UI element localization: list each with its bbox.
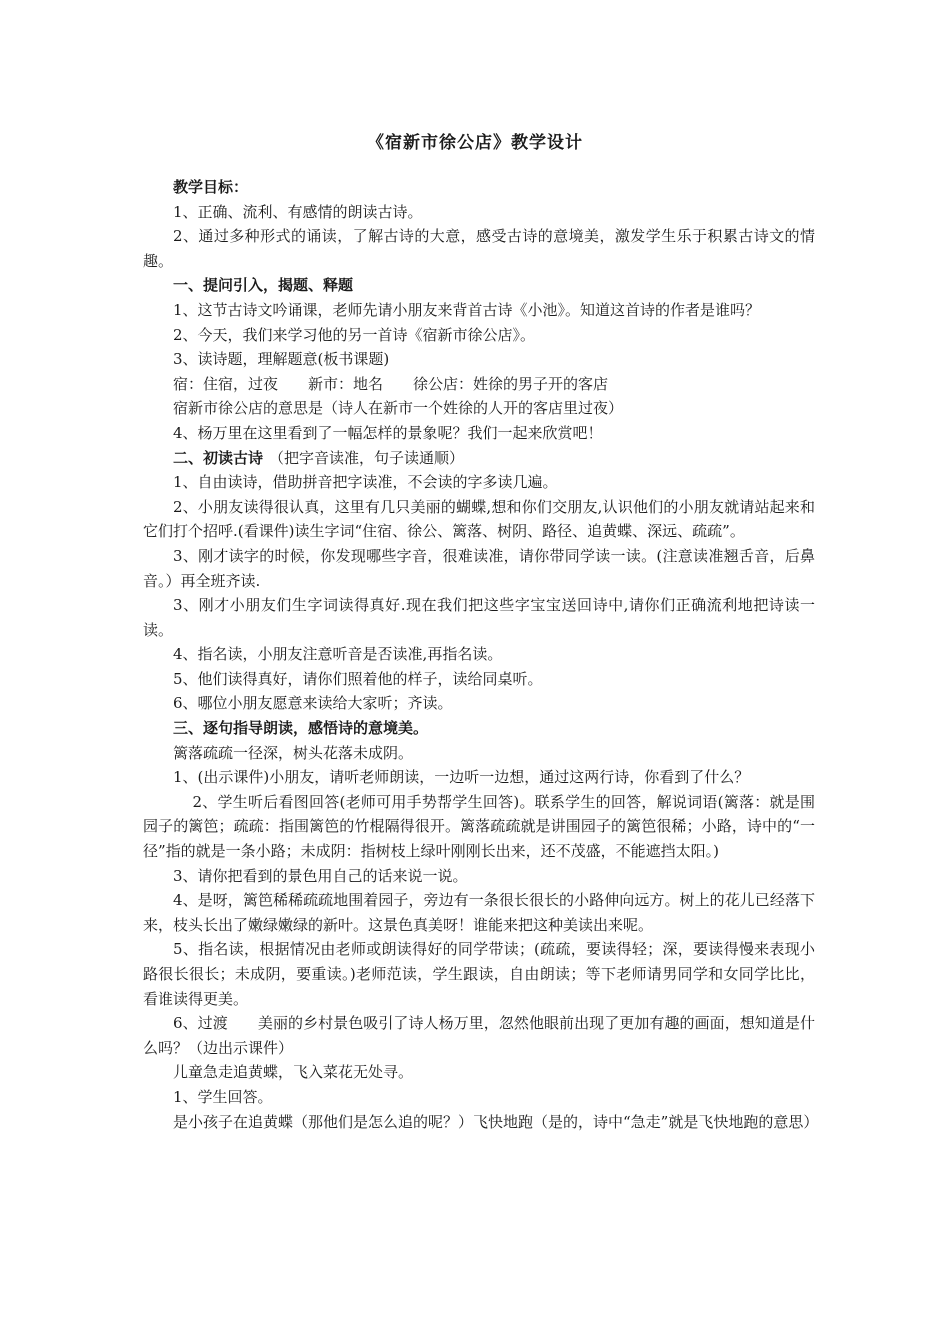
paragraph-text: 3、刚才小朋友们生字词读得真好.现在我们把这些字宝宝送回诗中,请你们正确流利地把诗读一读。 (143, 596, 815, 639)
paragraph-text: 5、指名读，根据情况由老师或朗读得好的同学带读；(疏疏，要读得轻；深，要读得慢来表现小路很长很长；未成阴，要重读。)老师范读，学生跟读，自由朗读；等下老师请男同学和女同学比比，看谁读得更美。 (143, 940, 815, 1008)
paragraph (143, 1060, 815, 1085)
paragraph (143, 1085, 815, 1110)
paragraph-text: 儿童急走追黄蝶，飞入菜花无处寻。 (173, 1063, 414, 1082)
paragraph (143, 790, 815, 864)
paragraph-text: 2、小朋友读得很认真，这里有几只美丽的蝴蝶,想和你们交朋友,认识他们的小朋友就请站起来和它们打个招呼.(看课件)读生字词“住宿、徐公、篱落、树阴、路径、追黄蝶、深远、疏疏”。 (143, 497, 815, 541)
paragraph-text: 2、学生听后看图回答(老师可用手势帮学生回答)。联系学生的回答，解说词语(篱落：就是围园子的篱笆；疏疏：指围篱笆的竹棍隔得很开。篱落疏疏就是讲围园子的篱笆很稀；小路，诗中的“一径”指的就是一条小路；未成阴：指树枝上绿叶刚刚长出来，还不茂盛，不能遮挡太阳。) (143, 792, 815, 861)
paragraph-text: 篱落疏疏一径深，树头花落未成阴。 (173, 743, 414, 762)
paragraph-text: 教学目标： (173, 178, 249, 196)
paragraph (143, 1110, 819, 1135)
paragraph (143, 470, 815, 495)
paragraph-text: 1、正确、流利、有感情的朗读古诗。 (173, 202, 423, 221)
paragraph (143, 741, 815, 766)
paragraph-text: 1、这节古诗文吟诵课，老师先请小朋友来背首古诗《小池》。知道这首诗的作者是谁吗？ (173, 300, 761, 319)
paragraph (143, 593, 815, 642)
paragraph-text: 6、过渡 美丽的乡村景色吸引了诗人杨万里，忽然他眼前出现了更加有趣的画面，想知道是什么吗？（边出示课件） (143, 1014, 815, 1057)
paragraph-text: 3、读诗题，理解题意(板书课题) (173, 350, 390, 369)
paragraph (143, 273, 815, 298)
paragraph (143, 1011, 815, 1060)
paragraph (143, 200, 815, 225)
paragraph (143, 298, 815, 323)
paragraph (143, 396, 815, 421)
paragraph-text: 宿新市徐公店的意思是（诗人在新市一个姓徐的人开的客店里过夜） (173, 399, 624, 418)
paragraph (143, 323, 815, 348)
paragraph (143, 642, 815, 667)
paragraph-text: 一、提问引入，揭题、释题 (173, 276, 354, 295)
paragraph-text: 5、他们读得真好，请你们照着他的样子，读给同桌听。 (173, 669, 543, 688)
paragraph (143, 888, 815, 937)
paragraph-text: 是小孩子在追黄蝶（那他们是怎么追的呢？）飞快地跑（是的，诗中“急走”就是飞快地跑的意思） (173, 1112, 819, 1131)
paragraph-text: 6、哪位小朋友愿意来读给大家听；齐读。 (173, 694, 453, 713)
paragraph (143, 691, 815, 716)
paragraph (143, 716, 815, 741)
paragraph (143, 446, 815, 471)
paragraph (143, 544, 815, 593)
paragraph-text: 3、刚才读字的时候，你发现哪些字音，很难读准，请你带同学读一读。(注意读准翘舌音，后鼻音。）再全班齐读. (143, 546, 815, 590)
paragraph (143, 347, 815, 372)
paragraph-text: 宿：住宿，过夜 新市：地名 徐公店：姓徐的男子开的客店 (173, 374, 609, 393)
paragraph-text: 3、请你把看到的景色用自己的话来说一说。 (173, 866, 468, 885)
document-body (143, 175, 819, 1134)
paragraph-text: 1、自由读诗，借助拼音把字读准，不会读的字多读几遍。 (173, 473, 558, 492)
paragraph (143, 495, 815, 544)
paragraph-text: 2、今天，我们来学习他的另一首诗《宿新市徐公店》。 (173, 325, 536, 344)
paragraph-text: 二、初读古诗 (173, 448, 264, 467)
paragraph-note: （把字音读准，句子读通顺） (269, 448, 465, 467)
paragraph (143, 224, 815, 273)
paragraph (143, 175, 815, 200)
paragraph-text: 三、逐句指导朗读，感悟诗的意境美。 (173, 719, 429, 738)
paragraph (143, 864, 815, 889)
paragraph-text: 4、杨万里在这里看到了一幅怎样的景象呢？我们一起来欣赏吧！ (173, 423, 603, 442)
document-title: 《宿新市徐公店》教学设计 (367, 133, 583, 153)
paragraph-text: 1、(出示课件)小朋友，请听老师朗读，一边听一边想，通过这两行诗，你看到了什么？ (173, 768, 750, 787)
paragraph (143, 421, 815, 446)
paragraph-text: 1、学生回答。 (173, 1087, 273, 1106)
paragraph (143, 372, 815, 397)
paragraph-text: 2、通过多种形式的诵读，了解古诗的大意，感受古诗的意境美，激发学生乐于积累古诗文的情趣。 (143, 227, 815, 270)
paragraph-text: 4、指名读，小朋友注意听音是否读准,再指名读。 (173, 645, 503, 664)
paragraph (143, 765, 815, 790)
paragraph-text: 4、是呀，篱笆稀稀疏疏地围着园子，旁边有一条很长很长的小路伸向远方。树上的花儿已经落下来，枝头长出了嫩绿嫩绿的新叶。这景色真美呀！谁能来把这种美读出来呢。 (143, 891, 815, 934)
paragraph (143, 937, 815, 1011)
paragraph (143, 667, 815, 692)
